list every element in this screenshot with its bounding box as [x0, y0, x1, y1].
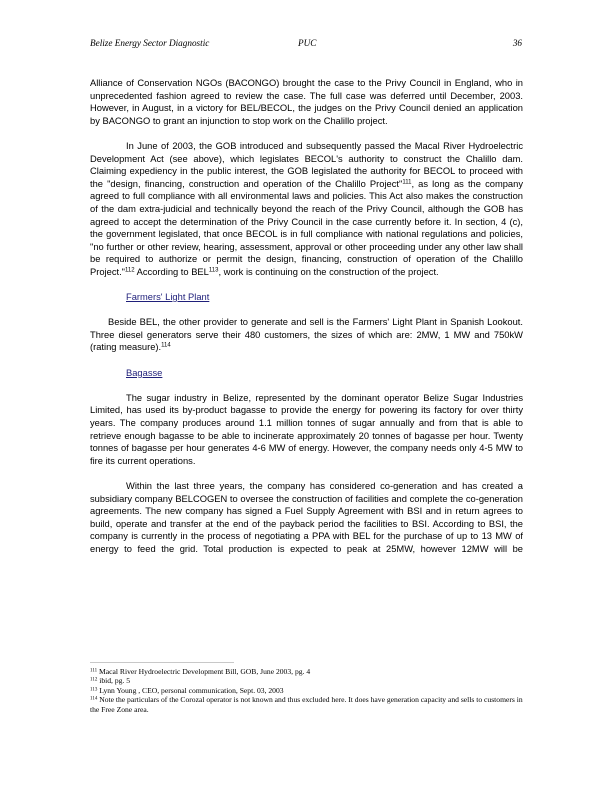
- footnote-114: $^{114}$ Note the particulars of the Corozal operator is not known and thus excluded here. It does have generation capacity and sells to customers in the Free Zone area.: [90, 695, 523, 714]
- footnote-ref-112[interactable]: 112: [125, 267, 135, 274]
- footnote-separator: [90, 662, 234, 663]
- page-header: [90, 38, 522, 52]
- organization-label: PUC: [298, 38, 317, 48]
- document-title: Belize Energy Sector Diagnostic: [90, 38, 210, 48]
- footnotes: [90, 667, 523, 714]
- footnote-113: $^{113}$ Lynn Young , CEO, personal communication, Sept. 03, 2003: [90, 685, 284, 695]
- paragraph-farmers-light-plant: Beside BEL, the other provider to generate and sell is the Farmers' Light Plant in Spanish Lookout. Three diesel generators serve their 480 customers, the sizes of which are: 2MW, 1 MW and 750kW (rating measure).$^{114}$: [90, 317, 523, 353]
- paragraph-bacongo: Alliance of Conservation NGOs (BACONGO) brought the case to the Privy Council in England, who in unprecedented fashion agreed to review the case. The full case was deferred until December, 2003. However, in August, in a victory for BEL/BECOL, the judges on the Privy Council denied an application by BACONGO to grant an injunction to stop work on the Chalillo project.: [90, 78, 523, 126]
- paragraph-cogeneration: Within the last three years, the company has considered co-generation and has created a subsidiary company BELCOGEN to oversee the construction of facilities and complete the co-generation agreements. The new company has signed a Fuel Supply Agreement with BSI and in return agrees to build, operate and transfer at the end of the payback period the facilities to BSI. According to BSI, the company is currently in the process of negotiating a PPA with BEL for the purchase of up to 13 MW of energy to feed the grid. Total production is expected to peak at 25MW, however 12MW will be: [90, 481, 523, 554]
- body-text: [90, 77, 523, 556]
- footnote-ref-111[interactable]: 111: [402, 179, 412, 186]
- paragraph-sugar-industry: The sugar industry in Belize, represented by the dominant operator Belize Sugar Industries Limited, has used its by-product bagasse to provide the energy for powering its factory for over thirty years. The company produces around 1.1 million tonnes of sugar annually and from that is able to retrieve enough bagasse to be able to incinerate approximately 20 tonnes of bagasse per hour. Twenty tonnes of bagasse per hour generates 4-6 MW of energy. However, the company needs only 4-5 MW to fire its current operations.: [90, 392, 523, 466]
- footnote-112: $^{112}$ ibid, pg. 5: [90, 676, 131, 686]
- section-heading-bagasse[interactable]: Bagasse: [126, 367, 163, 378]
- section-heading-farmers-light-plant[interactable]: Farmers' Light Plant: [126, 292, 210, 303]
- footnote-ref-114[interactable]: 114: [161, 342, 171, 349]
- footnote-111: $^{111}$ Macal River Hydroelectric Development Bill, GOB, June 2003, pg. 4: [90, 667, 311, 676]
- footnote-ref-113[interactable]: 113: [208, 267, 219, 274]
- paragraph-macal-act: In June of 2003, the GOB introduced and subsequently passed the Macal River Hydroelectric Development Act (see above), which legislates BECOL's authority to construct the Chalillo dam. Claiming expediency in the public interest, the GOB legislated the authority for BECOL to proceed with the "design, financing, construction and operation of the Chalillo Project"$^{111}$, as long as the company agreed to full compliance with all environmental laws and policies. This Act also makes the construction of the dam extra-judicial and technically beyond the reach of the Privy Council, although the GOB has agreed to accept the determination of the Privy Council in the case currently before it. In section, 4 (c), the government legislated, that once BECOL is in full compliance with national regulations and policies, "no further or other review, hearing, assessment, approval or other proceeding under any other law shall be required to authorize or permit the design, financing, construction of operation of the Chalillo Project."$^{112}$ According to BEL$^{113}$, work is continuing on the construction of the project.: [90, 140, 523, 277]
- page-number: 36: [512, 38, 522, 48]
